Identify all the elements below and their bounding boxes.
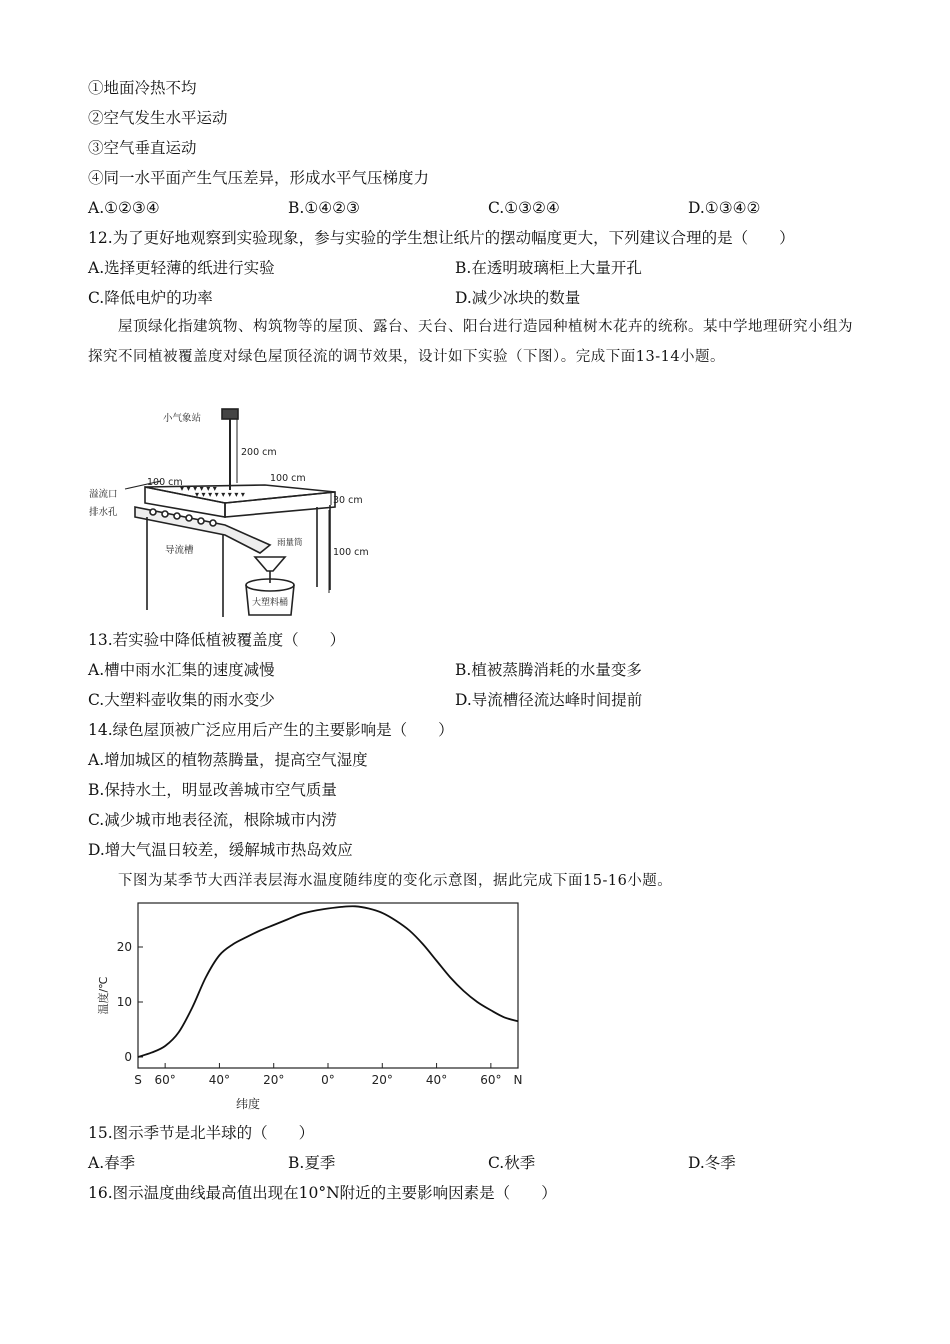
label-overflow: 溢流口 xyxy=(89,489,118,500)
q11-item-1: ①地面冷热不均 xyxy=(88,79,197,97)
temperature-series-line xyxy=(138,906,518,1057)
x-axis-label: 纬度 xyxy=(235,1097,261,1111)
q12-stem: 12.为了更好地观察到实验现象，参与实验的学生想让纸片的摆动幅度更大，下列建议合理的是（ ） xyxy=(88,229,795,247)
q11-item-4: ④同一水平面产生气压差异，形成水平气压梯度力 xyxy=(88,169,430,187)
q15-option-c[interactable]: C.秋季 xyxy=(488,1154,536,1172)
x-tick-label: 40° xyxy=(208,1073,231,1087)
label-plastic-bucket: 大塑料桶 xyxy=(252,598,289,608)
q15-option-d[interactable]: D.冬季 xyxy=(688,1154,736,1172)
label-drain-hole: 排水孔 xyxy=(89,507,118,518)
x-tick-label: 40° xyxy=(425,1073,448,1087)
label-rain-gauge: 雨量筒 xyxy=(277,538,303,548)
label-width-100-left: 100 cm xyxy=(147,477,183,488)
x-tick-label: 0° xyxy=(321,1073,335,1087)
q14-option-c[interactable]: C.减少城市地表径流，根除城市内涝 xyxy=(88,811,337,829)
x-tick-label: 20° xyxy=(371,1073,393,1087)
svg-text:▾ ▾ ▾ ▾ ▾ ▾ ▾ ▾: ▾ ▾ ▾ ▾ ▾ ▾ ▾ ▾ xyxy=(195,490,245,499)
label-height-100: 100 cm xyxy=(333,547,369,558)
q13-option-b[interactable]: B.植被蒸腾消耗的水量变多 xyxy=(455,661,642,679)
q14-stem: 14.绿色屋顶被广泛应用后产生的主要影响是（ ） xyxy=(88,721,454,739)
label-height-30: 30 cm xyxy=(333,495,363,506)
q15-option-a[interactable]: A.春季 xyxy=(88,1154,136,1172)
x-tick-label: S xyxy=(134,1073,142,1087)
q13-stem: 13.若实验中降低植被覆盖度（ ） xyxy=(88,631,346,649)
label-width-100-right: 100 cm xyxy=(270,473,306,484)
q12-option-b[interactable]: B.在透明玻璃柜上大量开孔 xyxy=(455,259,642,277)
x-tick-label: 60° xyxy=(154,1073,176,1087)
passage-atlantic-temperature: 下图为某季节大西洋表层海水温度随纬度的变化示意图，据此完成下面15-16小题。 xyxy=(118,873,673,889)
label-height-200: 200 cm xyxy=(241,447,277,458)
q13-option-d[interactable]: D.导流槽径流达峰时间提前 xyxy=(455,691,643,709)
sst-latitude-chart xyxy=(85,895,535,1120)
y-tick-label: 20 xyxy=(116,940,132,954)
q14-option-a[interactable]: A.增加城区的植物蒸腾量，提高空气湿度 xyxy=(88,751,368,769)
q14-option-b[interactable]: B.保持水土，明显改善城市空气质量 xyxy=(88,781,337,799)
q11-option-b[interactable]: B.①④②③ xyxy=(288,199,360,217)
x-tick-label: 20° xyxy=(263,1073,285,1087)
q12-option-c[interactable]: C.降低电炉的功率 xyxy=(88,289,213,307)
passage-green-roof: 屋顶绿化指建筑物、构筑物等的屋顶、露台、天台、阳台进行造园种植树木花卉的统称。某中学地理研究小组为探究不同植被覆盖度对绿色屋顶径流的调节效果，设计如下实验（下图）。完成下面13-14小题。 xyxy=(88,319,853,365)
q11-item-2: ②空气发生水平运动 xyxy=(88,109,228,127)
q11-item-3: ③空气垂直运动 xyxy=(88,139,197,157)
label-weather-station: 小气象站 xyxy=(163,413,202,424)
q12-option-a[interactable]: A.选择更轻薄的纸进行实验 xyxy=(88,259,275,277)
y-tick-label: 0 xyxy=(124,1050,132,1064)
y-axis-label: 温度/℃ xyxy=(97,976,110,1015)
q12-option-d[interactable]: D.减少冰块的数量 xyxy=(455,289,581,307)
q16-stem: 16.图示温度曲线最高值出现在10°N附近的主要影响因素是（ ） xyxy=(88,1184,557,1202)
plot-frame xyxy=(138,903,518,1068)
q15-stem: 15.图示季节是北半球的（ ） xyxy=(88,1124,315,1142)
q13-option-c[interactable]: C.大塑料壶收集的雨水变少 xyxy=(88,691,275,709)
svg-text:▾ ▾ ▾ ▾ ▾ ▾: ▾ ▾ ▾ ▾ ▾ ▾ xyxy=(180,484,217,493)
q11-option-a[interactable]: A.①②③④ xyxy=(88,199,160,217)
q14-option-d[interactable]: D.增大气温日较差，缓解城市热岛效应 xyxy=(88,841,353,859)
q11-option-c[interactable]: C.①③②④ xyxy=(488,199,560,217)
x-tick-label: 60° xyxy=(480,1073,502,1087)
y-tick-label: 10 xyxy=(116,995,132,1009)
q15-option-b[interactable]: B.夏季 xyxy=(288,1154,336,1172)
q11-option-d[interactable]: D.①③④② xyxy=(688,199,761,217)
x-tick-label: N xyxy=(513,1073,523,1087)
label-trough: 导流槽 xyxy=(165,545,194,556)
experiment-apparatus-figure xyxy=(85,405,375,620)
q13-option-a[interactable]: A.槽中雨水汇集的速度减慢 xyxy=(88,661,275,679)
